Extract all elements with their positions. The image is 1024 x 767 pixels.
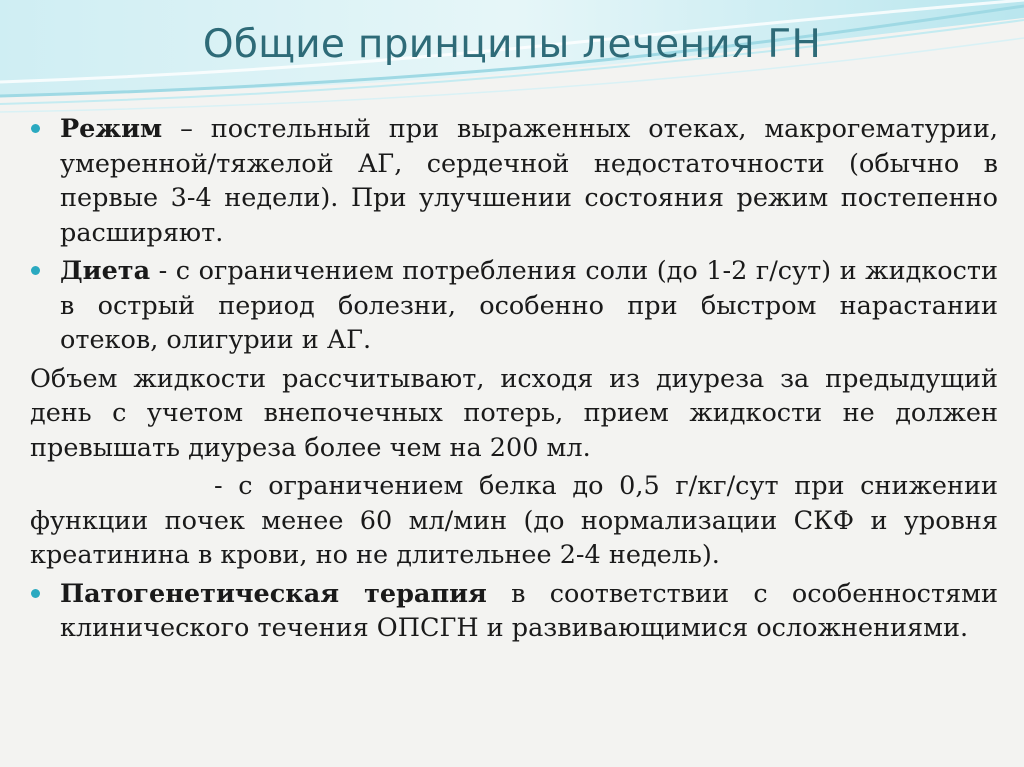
term-regime: Режим	[60, 114, 163, 144]
text-regime: – постельный при выраженных отеках, макрогематурии, умеренной/тяжелой АГ, сердечной недостаточности (обычно в первые 3-4 недели). При улучшении состояния режим постепенно расширяют.	[60, 114, 998, 248]
paragraph-protein-restriction	[30, 469, 998, 573]
term-diet: Диета	[60, 256, 151, 286]
text-diet: - с ограничением потребления соли (до 1-2 г/сут) и жидкости в острый период болезни, особенно при быстром нарастании отеков, олигурии и АГ.	[60, 256, 998, 355]
bullet-dot-icon	[31, 589, 40, 598]
bullet-pathogenetic-therapy	[30, 577, 998, 646]
bullet-regime	[30, 112, 998, 250]
bullet-diet	[30, 254, 998, 358]
bullet-dot-icon	[31, 124, 40, 133]
text-protein: - с ограничением белка до 0,5 г/кг/сут при снижении функции почек менее 60 мл/мин (до нормализации СКФ и уровня креатинина в крови, но не длительнее 2-4 недель).	[30, 471, 998, 570]
slide-title: Общие принципы лечения ГН	[202, 22, 822, 67]
bullet-dot-icon	[31, 266, 40, 275]
paragraph-fluid-volume: Объем жидкости рассчитывают, исходя из диуреза за предыдущий день с учетом внепочечных потерь, прием жидкости не должен превышать диуреза более чем на 200 мл.	[30, 363, 998, 463]
term-pathogenetic-therapy: Патогенетическая терапия	[60, 578, 487, 609]
slide-body	[30, 112, 998, 646]
text-pathogenetic-therapy: в соответствии с особенностями клинического течения ОПСГН и развивающимися осложнениями.	[60, 578, 998, 643]
